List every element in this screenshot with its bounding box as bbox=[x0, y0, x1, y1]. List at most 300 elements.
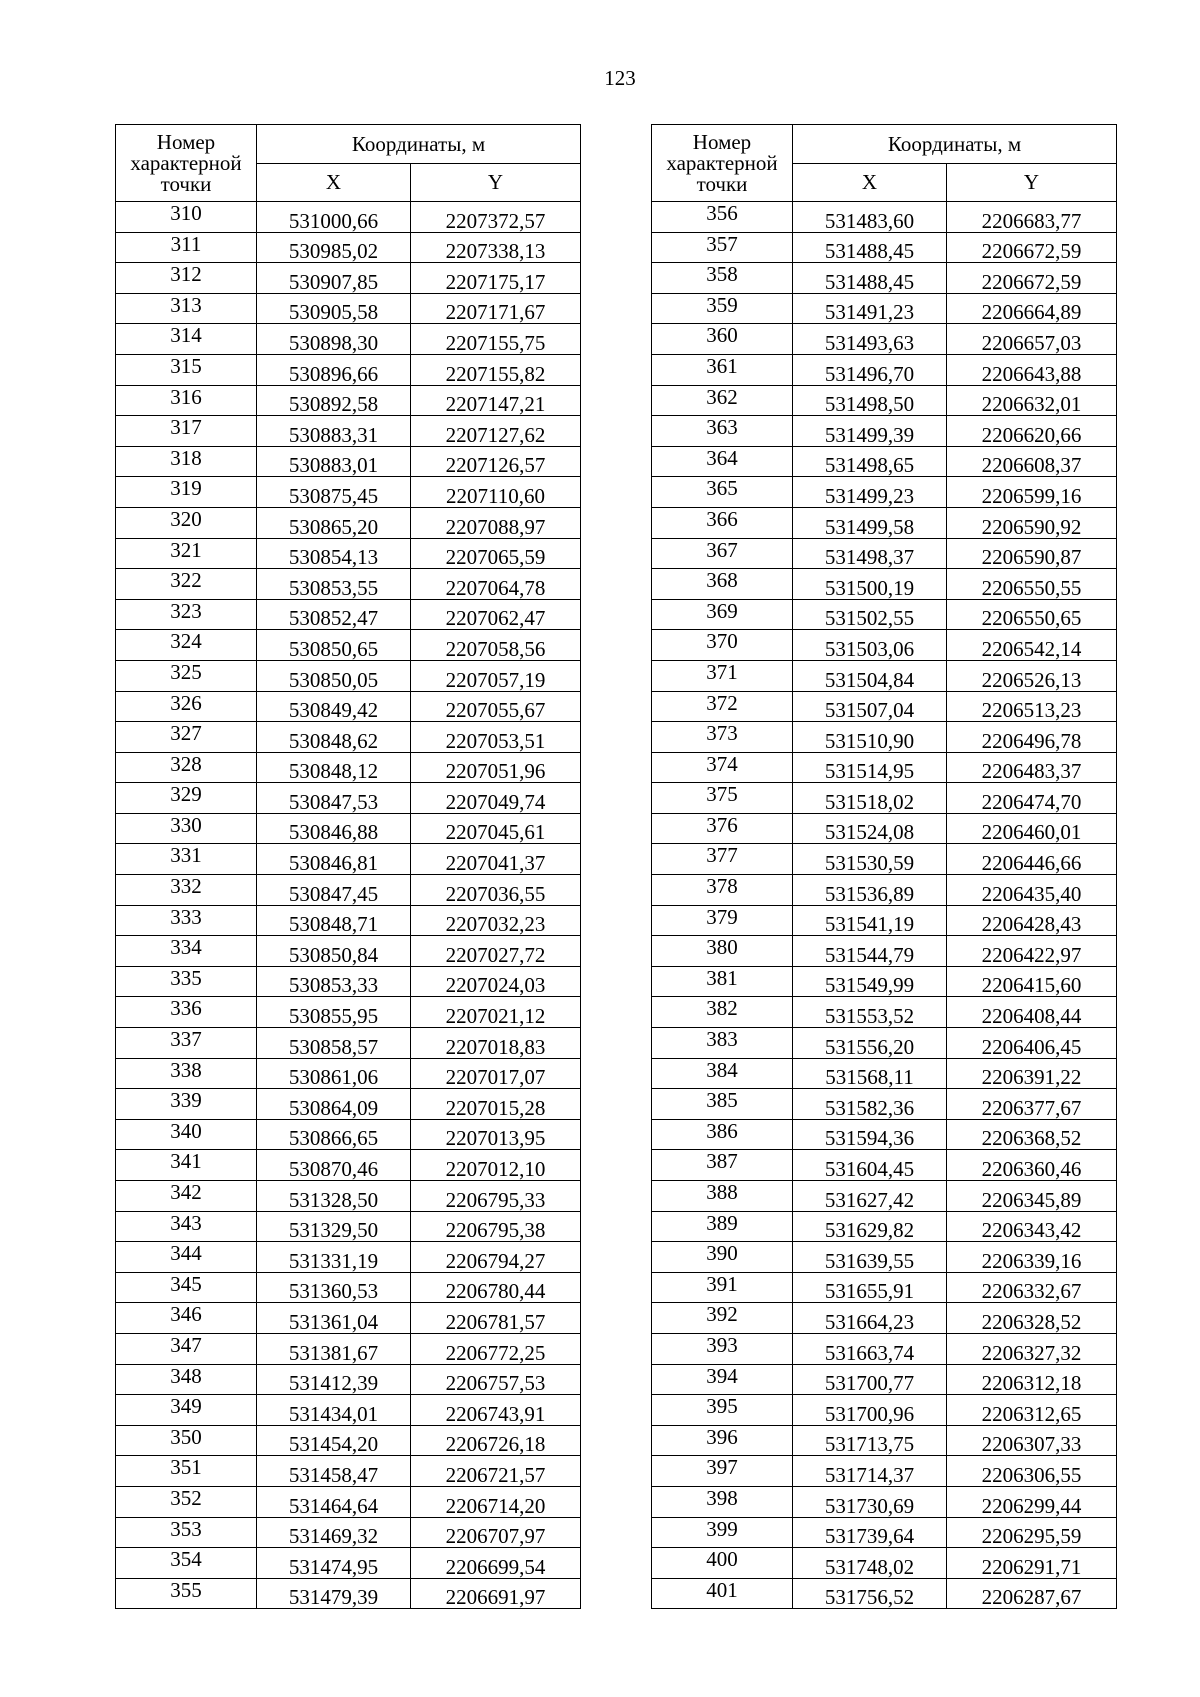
table-row bbox=[116, 997, 581, 1028]
y-coordinate-cell: 2206672,59 bbox=[947, 263, 1117, 294]
y-coordinate-cell: 2207053,51 bbox=[411, 722, 581, 753]
coordinates-table-right bbox=[651, 124, 1117, 1609]
point-number-cell: 379 bbox=[652, 905, 793, 936]
y-coordinate-cell: 2207051,96 bbox=[411, 752, 581, 783]
x-coordinate-cell: 531514,95 bbox=[793, 752, 947, 783]
point-number-cell: 327 bbox=[116, 722, 257, 753]
table-row bbox=[652, 1181, 1117, 1212]
table-row bbox=[652, 1150, 1117, 1181]
point-number-cell: 329 bbox=[116, 783, 257, 814]
table-row bbox=[116, 1486, 581, 1517]
table-row bbox=[652, 507, 1117, 538]
table-row bbox=[652, 1395, 1117, 1426]
table-row bbox=[652, 477, 1117, 508]
table-row bbox=[116, 569, 581, 600]
point-number-cell: 355 bbox=[116, 1578, 257, 1609]
x-coordinate-cell: 531663,74 bbox=[793, 1333, 947, 1364]
x-coordinate-cell: 531655,91 bbox=[793, 1272, 947, 1303]
x-coordinate-cell: 531331,19 bbox=[257, 1242, 411, 1273]
x-coordinate-cell: 530853,33 bbox=[257, 966, 411, 997]
point-number-cell: 323 bbox=[116, 599, 257, 630]
y-coordinate-cell: 2206291,71 bbox=[947, 1548, 1117, 1579]
coordinates-header: Координаты, м bbox=[257, 125, 581, 164]
table-row bbox=[116, 752, 581, 783]
x-coordinate-cell: 531507,04 bbox=[793, 691, 947, 722]
table-row bbox=[116, 1364, 581, 1395]
x-coordinate-cell: 531713,75 bbox=[793, 1425, 947, 1456]
table-row bbox=[652, 416, 1117, 447]
y-coordinate-cell: 2206513,23 bbox=[947, 691, 1117, 722]
table-row bbox=[652, 446, 1117, 477]
x-coordinate-cell: 531739,64 bbox=[793, 1517, 947, 1548]
point-number-cell: 344 bbox=[116, 1242, 257, 1273]
y-coordinate-cell: 2207015,28 bbox=[411, 1089, 581, 1120]
table-row bbox=[652, 232, 1117, 263]
table-row bbox=[116, 783, 581, 814]
x-coordinate-cell: 530896,66 bbox=[257, 354, 411, 385]
point-number-cell: 314 bbox=[116, 324, 257, 355]
y-coordinate-cell: 2206415,60 bbox=[947, 966, 1117, 997]
x-coordinate-cell: 531639,55 bbox=[793, 1242, 947, 1273]
table-row bbox=[116, 691, 581, 722]
point-number-cell: 381 bbox=[652, 966, 793, 997]
y-coordinate-cell: 2207155,82 bbox=[411, 354, 581, 385]
x-coordinate-cell: 530847,53 bbox=[257, 783, 411, 814]
x-header: X bbox=[793, 164, 947, 202]
coordinates-table-left bbox=[115, 124, 581, 1609]
x-coordinate-cell: 531499,58 bbox=[793, 507, 947, 538]
point-number-header: Номер характерной точки bbox=[116, 125, 257, 202]
point-number-cell: 393 bbox=[652, 1333, 793, 1364]
x-coordinate-cell: 531582,36 bbox=[793, 1089, 947, 1120]
y-coordinate-cell: 2207062,47 bbox=[411, 599, 581, 630]
x-coordinate-cell: 531748,02 bbox=[793, 1548, 947, 1579]
x-coordinate-cell: 531000,66 bbox=[257, 202, 411, 233]
x-coordinate-cell: 531479,39 bbox=[257, 1578, 411, 1609]
y-coordinate-cell: 2207024,03 bbox=[411, 966, 581, 997]
x-coordinate-cell: 531730,69 bbox=[793, 1486, 947, 1517]
table-row bbox=[116, 1150, 581, 1181]
point-number-cell: 333 bbox=[116, 905, 257, 936]
table-row bbox=[652, 844, 1117, 875]
point-number-cell: 356 bbox=[652, 202, 793, 233]
x-coordinate-cell: 531627,42 bbox=[793, 1181, 947, 1212]
y-coordinate-cell: 2207372,57 bbox=[411, 202, 581, 233]
point-number-cell: 315 bbox=[116, 354, 257, 385]
point-number-cell: 401 bbox=[652, 1578, 793, 1609]
y-coordinate-cell: 2207126,57 bbox=[411, 446, 581, 477]
table-row bbox=[652, 538, 1117, 569]
y-coordinate-cell: 2206599,16 bbox=[947, 477, 1117, 508]
point-number-cell: 358 bbox=[652, 263, 793, 294]
x-coordinate-cell: 530848,71 bbox=[257, 905, 411, 936]
x-coordinate-cell: 531361,04 bbox=[257, 1303, 411, 1334]
table-row bbox=[652, 1517, 1117, 1548]
x-coordinate-cell: 531700,96 bbox=[793, 1395, 947, 1426]
table-row bbox=[116, 1303, 581, 1334]
table-row bbox=[116, 813, 581, 844]
x-coordinate-cell: 530846,88 bbox=[257, 813, 411, 844]
y-coordinate-cell: 2206772,25 bbox=[411, 1333, 581, 1364]
table-row bbox=[652, 324, 1117, 355]
table-row bbox=[652, 936, 1117, 967]
table-row bbox=[116, 936, 581, 967]
x-coordinate-cell: 530850,05 bbox=[257, 660, 411, 691]
table-row bbox=[116, 1119, 581, 1150]
x-coordinate-cell: 531518,02 bbox=[793, 783, 947, 814]
point-number-cell: 352 bbox=[116, 1486, 257, 1517]
x-coordinate-cell: 531510,90 bbox=[793, 722, 947, 753]
point-number-cell: 368 bbox=[652, 569, 793, 600]
y-coordinate-cell: 2206345,89 bbox=[947, 1181, 1117, 1212]
x-coordinate-cell: 531329,50 bbox=[257, 1211, 411, 1242]
point-number-cell: 346 bbox=[116, 1303, 257, 1334]
point-number-cell: 339 bbox=[116, 1089, 257, 1120]
y-coordinate-cell: 2207018,83 bbox=[411, 1028, 581, 1059]
table-row bbox=[116, 722, 581, 753]
table-row bbox=[116, 477, 581, 508]
point-number-cell: 384 bbox=[652, 1058, 793, 1089]
x-coordinate-cell: 531493,63 bbox=[793, 324, 947, 355]
y-header: Y bbox=[947, 164, 1117, 202]
x-coordinate-cell: 531714,37 bbox=[793, 1456, 947, 1487]
table-row bbox=[116, 1028, 581, 1059]
point-number-cell: 351 bbox=[116, 1456, 257, 1487]
table-row bbox=[652, 966, 1117, 997]
table-row bbox=[116, 446, 581, 477]
table-row bbox=[116, 385, 581, 416]
x-coordinate-cell: 531483,60 bbox=[793, 202, 947, 233]
table-row bbox=[116, 1456, 581, 1487]
y-coordinate-cell: 2206312,65 bbox=[947, 1395, 1117, 1426]
table-row bbox=[652, 1058, 1117, 1089]
point-number-cell: 311 bbox=[116, 232, 257, 263]
x-coordinate-cell: 531504,84 bbox=[793, 660, 947, 691]
y-coordinate-cell: 2207110,60 bbox=[411, 477, 581, 508]
x-coordinate-cell: 530866,65 bbox=[257, 1119, 411, 1150]
y-coordinate-cell: 2207127,62 bbox=[411, 416, 581, 447]
y-coordinate-cell: 2207338,13 bbox=[411, 232, 581, 263]
point-number-cell: 319 bbox=[116, 477, 257, 508]
x-coordinate-cell: 531604,45 bbox=[793, 1150, 947, 1181]
y-coordinate-cell: 2206664,89 bbox=[947, 293, 1117, 324]
x-coordinate-cell: 530861,06 bbox=[257, 1058, 411, 1089]
table-row bbox=[652, 660, 1117, 691]
table-row bbox=[116, 416, 581, 447]
table-row bbox=[116, 1578, 581, 1609]
point-number-cell: 370 bbox=[652, 630, 793, 661]
point-number-cell: 331 bbox=[116, 844, 257, 875]
table-row bbox=[652, 1119, 1117, 1150]
y-coordinate-cell: 2206620,66 bbox=[947, 416, 1117, 447]
point-number-cell: 385 bbox=[652, 1089, 793, 1120]
x-coordinate-cell: 530870,46 bbox=[257, 1150, 411, 1181]
point-number-cell: 325 bbox=[116, 660, 257, 691]
x-coordinate-cell: 530846,81 bbox=[257, 844, 411, 875]
y-coordinate-cell: 2207049,74 bbox=[411, 783, 581, 814]
y-coordinate-cell: 2206339,16 bbox=[947, 1242, 1117, 1273]
point-number-cell: 362 bbox=[652, 385, 793, 416]
x-coordinate-cell: 530853,55 bbox=[257, 569, 411, 600]
y-coordinate-cell: 2207036,55 bbox=[411, 875, 581, 906]
x-coordinate-cell: 531503,06 bbox=[793, 630, 947, 661]
table-row bbox=[116, 1425, 581, 1456]
y-coordinate-cell: 2207147,21 bbox=[411, 385, 581, 416]
y-coordinate-cell: 2206632,01 bbox=[947, 385, 1117, 416]
y-coordinate-cell: 2206460,01 bbox=[947, 813, 1117, 844]
x-coordinate-cell: 530892,58 bbox=[257, 385, 411, 416]
x-coordinate-cell: 531498,65 bbox=[793, 446, 947, 477]
table-row bbox=[652, 354, 1117, 385]
y-coordinate-cell: 2206699,54 bbox=[411, 1548, 581, 1579]
table-row bbox=[652, 263, 1117, 294]
x-coordinate-cell: 530849,42 bbox=[257, 691, 411, 722]
point-number-cell: 354 bbox=[116, 1548, 257, 1579]
table-row bbox=[652, 1242, 1117, 1273]
y-coordinate-cell: 2207032,23 bbox=[411, 905, 581, 936]
x-coordinate-cell: 531488,45 bbox=[793, 263, 947, 294]
point-number-cell: 353 bbox=[116, 1517, 257, 1548]
y-header: Y bbox=[411, 164, 581, 202]
x-coordinate-cell: 531664,23 bbox=[793, 1303, 947, 1334]
point-number-cell: 366 bbox=[652, 507, 793, 538]
point-number-cell: 387 bbox=[652, 1150, 793, 1181]
point-number-cell: 350 bbox=[116, 1425, 257, 1456]
x-coordinate-cell: 531756,52 bbox=[793, 1578, 947, 1609]
point-number-cell: 374 bbox=[652, 752, 793, 783]
x-coordinate-cell: 530847,45 bbox=[257, 875, 411, 906]
x-coordinate-cell: 531629,82 bbox=[793, 1211, 947, 1242]
y-coordinate-cell: 2206474,70 bbox=[947, 783, 1117, 814]
table-row bbox=[116, 660, 581, 691]
x-coordinate-cell: 531594,36 bbox=[793, 1119, 947, 1150]
x-coordinate-cell: 531553,52 bbox=[793, 997, 947, 1028]
y-coordinate-cell: 2206714,20 bbox=[411, 1486, 581, 1517]
point-number-cell: 371 bbox=[652, 660, 793, 691]
point-number-cell: 316 bbox=[116, 385, 257, 416]
point-number-cell: 312 bbox=[116, 263, 257, 294]
x-coordinate-cell: 530864,09 bbox=[257, 1089, 411, 1120]
y-coordinate-cell: 2207088,97 bbox=[411, 507, 581, 538]
y-coordinate-cell: 2206428,43 bbox=[947, 905, 1117, 936]
point-number-header: Номер характерной точки bbox=[652, 125, 793, 202]
point-number-cell: 394 bbox=[652, 1364, 793, 1395]
point-number-cell: 392 bbox=[652, 1303, 793, 1334]
table-row bbox=[652, 813, 1117, 844]
x-coordinate-cell: 531544,79 bbox=[793, 936, 947, 967]
y-coordinate-cell: 2206526,13 bbox=[947, 660, 1117, 691]
x-coordinate-cell: 531549,99 bbox=[793, 966, 947, 997]
point-number-cell: 369 bbox=[652, 599, 793, 630]
point-number-cell: 324 bbox=[116, 630, 257, 661]
point-number-cell: 347 bbox=[116, 1333, 257, 1364]
point-number-cell: 361 bbox=[652, 354, 793, 385]
table-row bbox=[652, 722, 1117, 753]
y-coordinate-cell: 2206721,57 bbox=[411, 1456, 581, 1487]
y-coordinate-cell: 2206707,97 bbox=[411, 1517, 581, 1548]
y-coordinate-cell: 2206483,37 bbox=[947, 752, 1117, 783]
point-number-cell: 367 bbox=[652, 538, 793, 569]
x-coordinate-cell: 530898,30 bbox=[257, 324, 411, 355]
point-number-cell: 364 bbox=[652, 446, 793, 477]
y-coordinate-cell: 2206446,66 bbox=[947, 844, 1117, 875]
y-coordinate-cell: 2206794,27 bbox=[411, 1242, 581, 1273]
point-number-cell: 338 bbox=[116, 1058, 257, 1089]
point-number-cell: 360 bbox=[652, 324, 793, 355]
x-coordinate-cell: 531469,32 bbox=[257, 1517, 411, 1548]
x-coordinate-cell: 531491,23 bbox=[793, 293, 947, 324]
point-number-cell: 330 bbox=[116, 813, 257, 844]
x-coordinate-cell: 531499,39 bbox=[793, 416, 947, 447]
point-number-cell: 372 bbox=[652, 691, 793, 722]
table-row bbox=[652, 783, 1117, 814]
point-number-cell: 310 bbox=[116, 202, 257, 233]
x-coordinate-cell: 531360,53 bbox=[257, 1272, 411, 1303]
y-coordinate-cell: 2206377,67 bbox=[947, 1089, 1117, 1120]
point-number-cell: 398 bbox=[652, 1486, 793, 1517]
point-number-cell: 320 bbox=[116, 507, 257, 538]
point-number-cell: 365 bbox=[652, 477, 793, 508]
y-coordinate-cell: 2206360,46 bbox=[947, 1150, 1117, 1181]
y-coordinate-cell: 2206726,18 bbox=[411, 1425, 581, 1456]
table-row bbox=[116, 966, 581, 997]
x-coordinate-cell: 530852,47 bbox=[257, 599, 411, 630]
x-coordinate-cell: 531488,45 bbox=[793, 232, 947, 263]
table-row bbox=[116, 507, 581, 538]
table-row bbox=[116, 1333, 581, 1364]
table-row bbox=[652, 752, 1117, 783]
table-row bbox=[652, 905, 1117, 936]
x-coordinate-cell: 530883,01 bbox=[257, 446, 411, 477]
table-row bbox=[652, 997, 1117, 1028]
x-coordinate-cell: 531498,50 bbox=[793, 385, 947, 416]
y-coordinate-cell: 2207058,56 bbox=[411, 630, 581, 661]
point-number-cell: 363 bbox=[652, 416, 793, 447]
x-coordinate-cell: 531328,50 bbox=[257, 1181, 411, 1212]
point-number-cell: 317 bbox=[116, 416, 257, 447]
y-coordinate-cell: 2206550,65 bbox=[947, 599, 1117, 630]
table-row bbox=[116, 875, 581, 906]
table-row bbox=[116, 599, 581, 630]
x-coordinate-cell: 531454,20 bbox=[257, 1425, 411, 1456]
y-coordinate-cell: 2206657,03 bbox=[947, 324, 1117, 355]
y-coordinate-cell: 2207017,07 bbox=[411, 1058, 581, 1089]
point-number-cell: 380 bbox=[652, 936, 793, 967]
y-coordinate-cell: 2206683,77 bbox=[947, 202, 1117, 233]
point-number-cell: 332 bbox=[116, 875, 257, 906]
table-row bbox=[116, 232, 581, 263]
x-coordinate-cell: 530907,85 bbox=[257, 263, 411, 294]
page-number: 123 bbox=[604, 66, 636, 90]
x-coordinate-cell: 531524,08 bbox=[793, 813, 947, 844]
x-coordinate-cell: 531536,89 bbox=[793, 875, 947, 906]
y-coordinate-cell: 2206406,45 bbox=[947, 1028, 1117, 1059]
y-coordinate-cell: 2206435,40 bbox=[947, 875, 1117, 906]
y-coordinate-cell: 2206550,55 bbox=[947, 569, 1117, 600]
point-number-cell: 337 bbox=[116, 1028, 257, 1059]
x-coordinate-cell: 531381,67 bbox=[257, 1333, 411, 1364]
table-row bbox=[116, 324, 581, 355]
y-coordinate-cell: 2206795,38 bbox=[411, 1211, 581, 1242]
table-row bbox=[116, 1058, 581, 1089]
x-coordinate-cell: 530850,65 bbox=[257, 630, 411, 661]
table-row bbox=[116, 293, 581, 324]
point-number-cell: 349 bbox=[116, 1395, 257, 1426]
point-number-cell: 377 bbox=[652, 844, 793, 875]
table-row bbox=[116, 630, 581, 661]
y-coordinate-cell: 2207064,78 bbox=[411, 569, 581, 600]
x-coordinate-cell: 530865,20 bbox=[257, 507, 411, 538]
y-coordinate-cell: 2206332,67 bbox=[947, 1272, 1117, 1303]
table-row bbox=[652, 1548, 1117, 1579]
x-coordinate-cell: 531498,37 bbox=[793, 538, 947, 569]
y-coordinate-cell: 2207013,95 bbox=[411, 1119, 581, 1150]
table-row bbox=[116, 202, 581, 233]
coordinates-header: Координаты, м bbox=[793, 125, 1117, 164]
table-row bbox=[116, 1242, 581, 1273]
y-coordinate-cell: 2207027,72 bbox=[411, 936, 581, 967]
table-row bbox=[652, 1089, 1117, 1120]
y-coordinate-cell: 2206590,87 bbox=[947, 538, 1117, 569]
x-coordinate-cell: 531412,39 bbox=[257, 1364, 411, 1395]
point-number-cell: 335 bbox=[116, 966, 257, 997]
point-number-cell: 340 bbox=[116, 1119, 257, 1150]
table-row bbox=[652, 1333, 1117, 1364]
y-coordinate-cell: 2206781,57 bbox=[411, 1303, 581, 1334]
y-coordinate-cell: 2206368,52 bbox=[947, 1119, 1117, 1150]
point-number-cell: 359 bbox=[652, 293, 793, 324]
point-number-cell: 373 bbox=[652, 722, 793, 753]
x-coordinate-cell: 530858,57 bbox=[257, 1028, 411, 1059]
table-row bbox=[652, 293, 1117, 324]
y-coordinate-cell: 2207045,61 bbox=[411, 813, 581, 844]
table-row bbox=[652, 1425, 1117, 1456]
table-row bbox=[116, 1211, 581, 1242]
y-coordinate-cell: 2206643,88 bbox=[947, 354, 1117, 385]
table-row bbox=[116, 1517, 581, 1548]
y-coordinate-cell: 2206343,42 bbox=[947, 1211, 1117, 1242]
table-row bbox=[652, 1272, 1117, 1303]
x-coordinate-cell: 531458,47 bbox=[257, 1456, 411, 1487]
y-coordinate-cell: 2206295,59 bbox=[947, 1517, 1117, 1548]
x-coordinate-cell: 531474,95 bbox=[257, 1548, 411, 1579]
table-row bbox=[652, 1578, 1117, 1609]
table-row bbox=[652, 202, 1117, 233]
point-number-cell: 318 bbox=[116, 446, 257, 477]
table-row bbox=[116, 1548, 581, 1579]
table-row bbox=[116, 354, 581, 385]
point-number-cell: 391 bbox=[652, 1272, 793, 1303]
y-coordinate-cell: 2206590,92 bbox=[947, 507, 1117, 538]
point-number-cell: 342 bbox=[116, 1181, 257, 1212]
point-number-cell: 400 bbox=[652, 1548, 793, 1579]
y-coordinate-cell: 2207012,10 bbox=[411, 1150, 581, 1181]
x-coordinate-cell: 531434,01 bbox=[257, 1395, 411, 1426]
y-coordinate-cell: 2206287,67 bbox=[947, 1578, 1117, 1609]
point-number-cell: 382 bbox=[652, 997, 793, 1028]
y-coordinate-cell: 2206306,55 bbox=[947, 1456, 1117, 1487]
x-coordinate-cell: 530848,12 bbox=[257, 752, 411, 783]
y-coordinate-cell: 2206328,52 bbox=[947, 1303, 1117, 1334]
y-coordinate-cell: 2206757,53 bbox=[411, 1364, 581, 1395]
x-coordinate-cell: 530855,95 bbox=[257, 997, 411, 1028]
point-number-cell: 328 bbox=[116, 752, 257, 783]
table-row bbox=[652, 569, 1117, 600]
table-row bbox=[652, 385, 1117, 416]
y-coordinate-cell: 2206327,32 bbox=[947, 1333, 1117, 1364]
y-coordinate-cell: 2206496,78 bbox=[947, 722, 1117, 753]
y-coordinate-cell: 2206391,22 bbox=[947, 1058, 1117, 1089]
